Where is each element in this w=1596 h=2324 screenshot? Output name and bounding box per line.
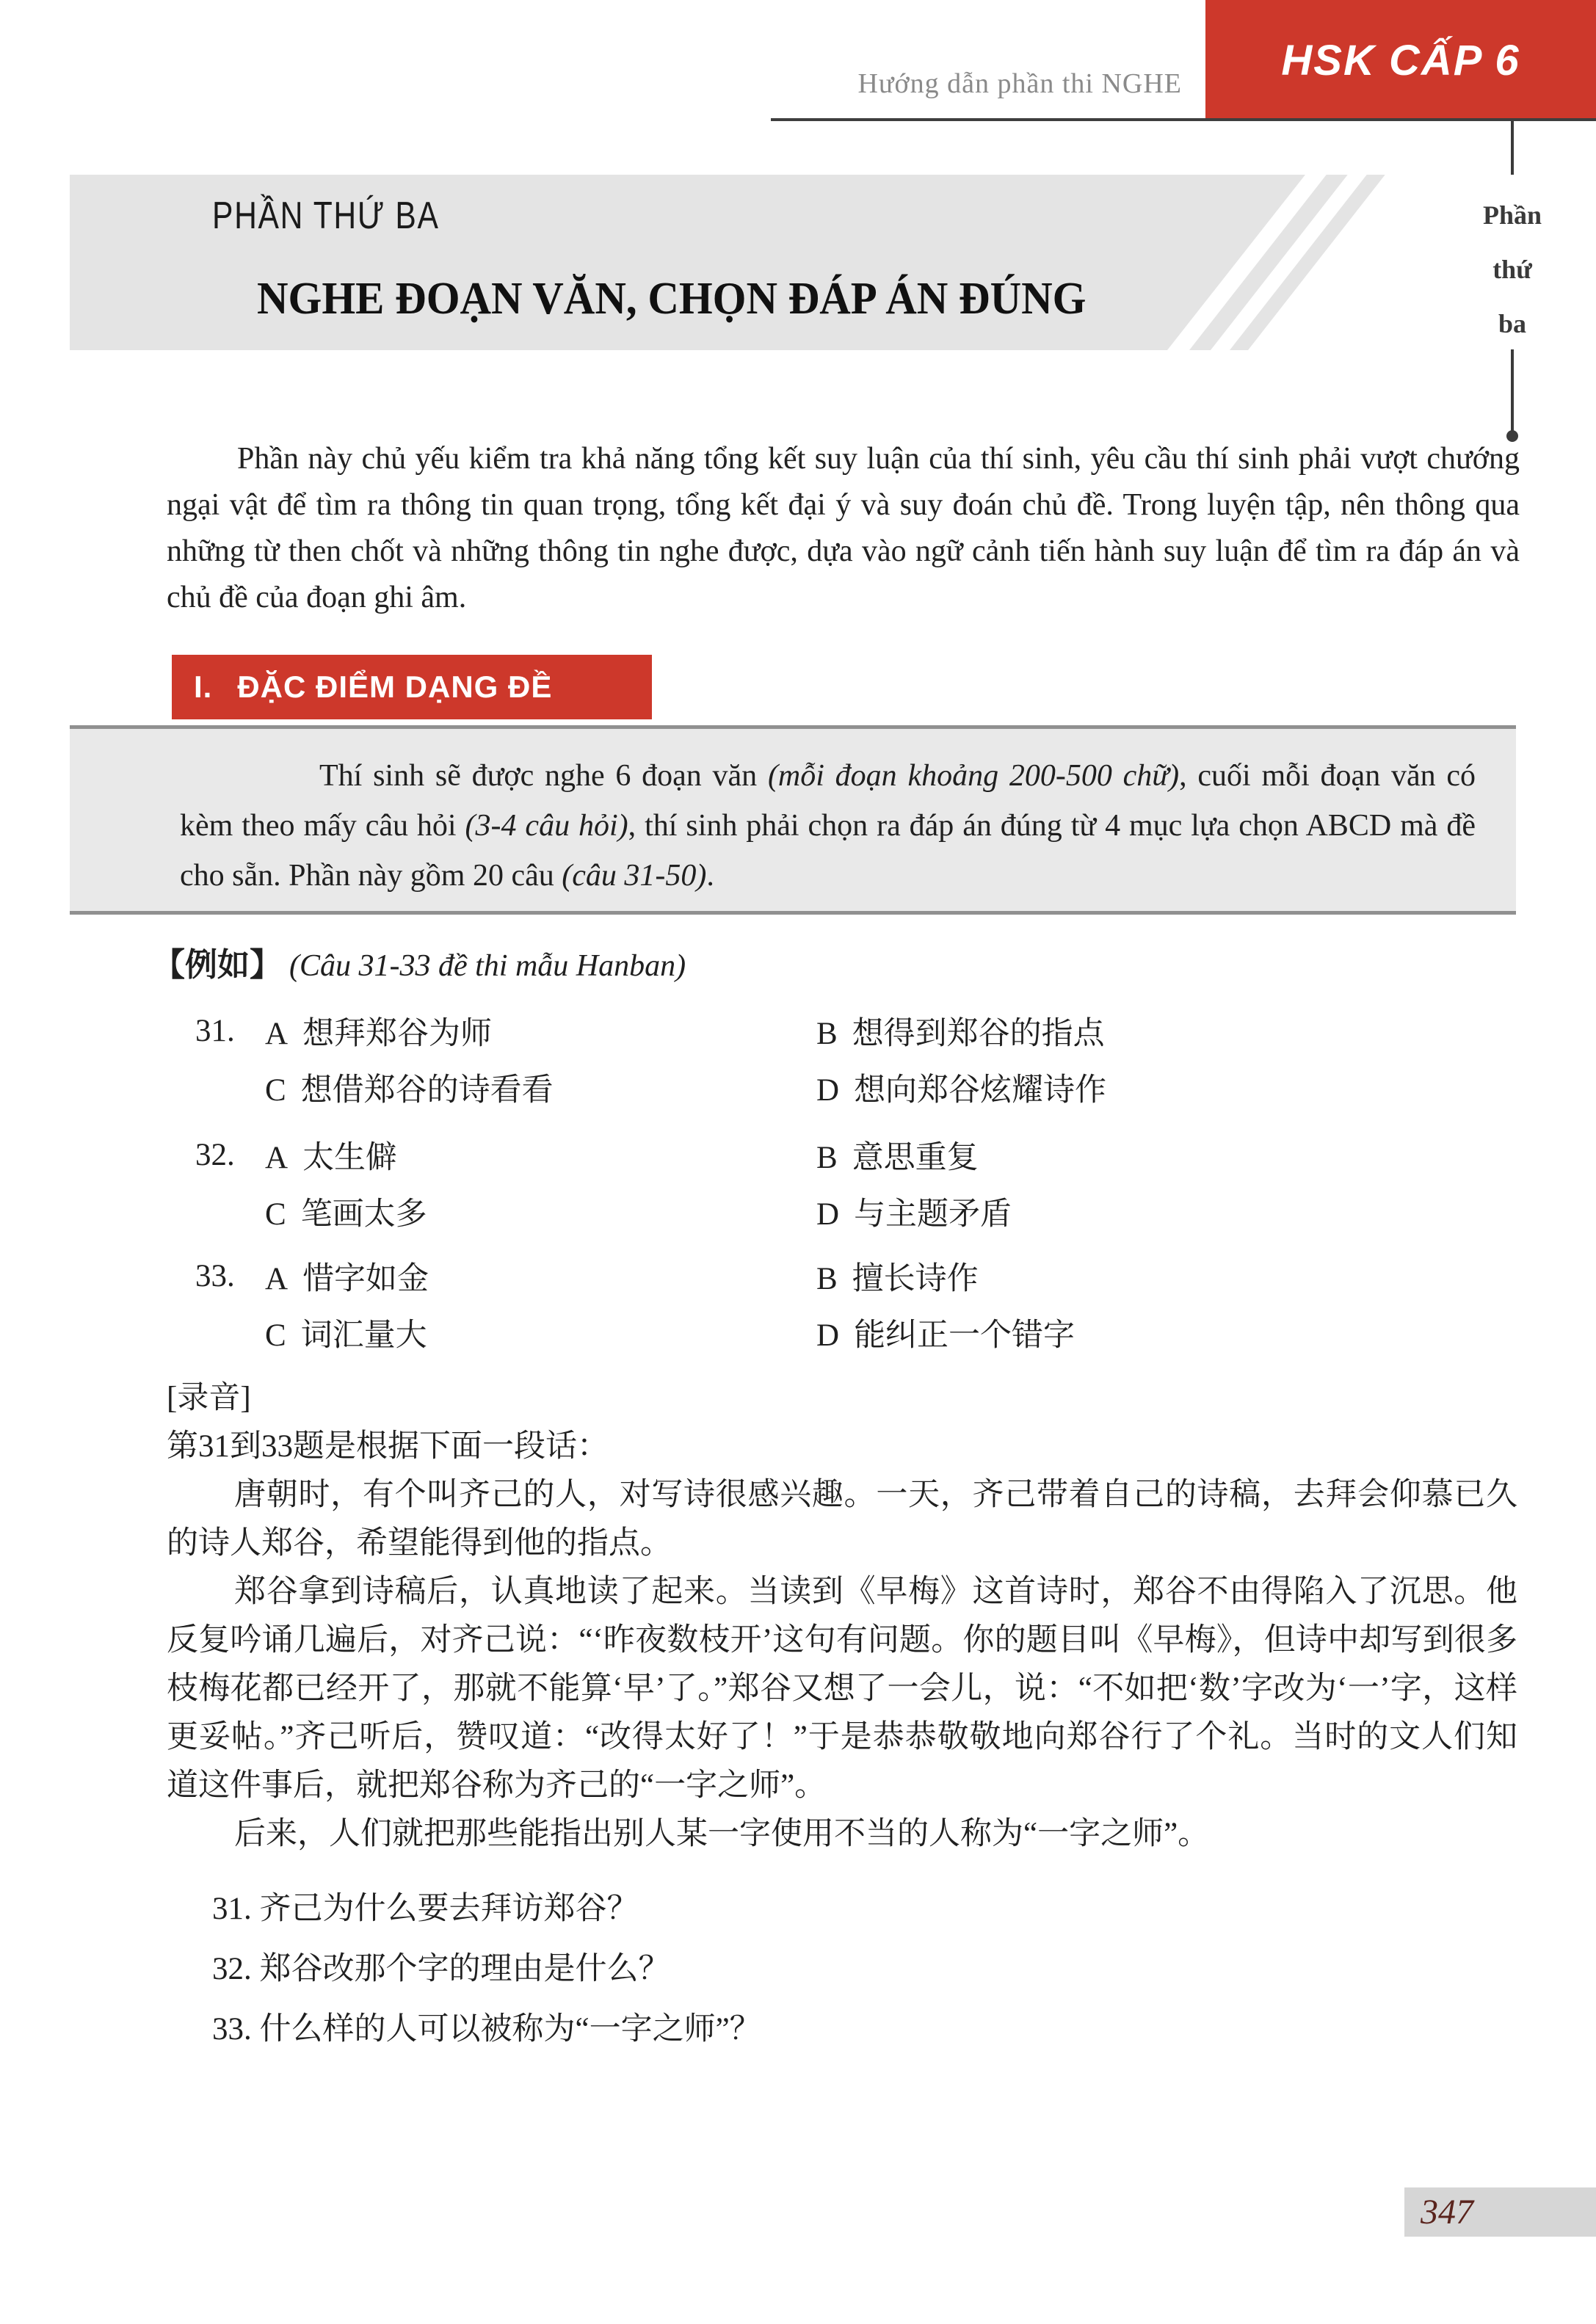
side-tab-line-top bbox=[1511, 121, 1514, 175]
option-31-b: B 想得到郑谷的指点 bbox=[816, 1017, 1105, 1051]
example-label-bracket: 【例如】 bbox=[153, 947, 282, 983]
option-33-d: D 能纠正一个错字 bbox=[816, 1318, 1076, 1353]
mcq-question-31 bbox=[195, 1003, 1517, 1116]
side-tab-word-2: thứ bbox=[1492, 255, 1532, 284]
section-description-box bbox=[70, 725, 1516, 915]
hsk-level-badge-label: HSK CẤP 6 bbox=[1281, 36, 1520, 84]
header-rule bbox=[771, 118, 1596, 121]
transcript-question-32: 32. 郑谷改那个字的理由是什么？ bbox=[212, 1952, 670, 1986]
running-header-title: Hướng dẫn phần thi NGHE bbox=[857, 68, 1182, 99]
example-label bbox=[153, 938, 686, 985]
mcq-question-32 bbox=[195, 1127, 1517, 1240]
transcript-paragraph-1: 唐朝时，有个叫齐己的人，对写诗很感兴趣。一天，齐己带着自己的诗稿，去拜会仰慕已久的诗人郑谷，希望能得到他的指点。 bbox=[167, 1478, 1517, 1561]
page-number: 347 bbox=[1421, 2193, 1473, 2232]
option-31-a: A 想拜郑谷为师 bbox=[265, 1017, 493, 1051]
transcript-paragraph-2: 郑谷拿到诗稿后，认真地读了起来。当读到《早梅》这首诗时，郑谷不由得陷入了沉思。他反复吟诵几遍后，对齐己说：“‘昨夜数枝开’这句有问题。你的题目叫《早梅》，但诗中却写到很多枝梅花都已经开了，那就不能算‘早’了。”郑谷又想了一会儿，说：“不如把‘数’字改为‘一’字，这样更妥帖。”齐己听后，赞叹道：“改得太好了！”于是恭恭敬敬地向郑谷行了个礼。当时的文人们知道这件事后，就把郑谷称为齐己的“一字之师”。 bbox=[167, 1575, 1517, 1803]
option-32-d: D 与主题矛盾 bbox=[816, 1197, 1012, 1232]
question-number: 31. bbox=[195, 1014, 235, 1048]
chapter-kicker: PHẦN THỨ BA bbox=[212, 195, 440, 237]
option-33-a: A 惜字如金 bbox=[265, 1262, 429, 1296]
question-number: 32. bbox=[195, 1138, 235, 1172]
transcript-tag: [录音] bbox=[167, 1381, 251, 1415]
option-33-c: C 词汇量大 bbox=[265, 1318, 427, 1353]
transcript-questions bbox=[167, 1885, 1517, 2054]
option-31-d: D 想向郑谷炫耀诗作 bbox=[816, 1073, 1107, 1108]
chapter-title: NGHE ĐOẠN VĂN, CHỌN ĐÁP ÁN ĐÚNG bbox=[257, 274, 1087, 324]
question-number: 33. bbox=[195, 1259, 235, 1293]
side-tab-word-3: ba bbox=[1498, 309, 1527, 338]
section-heading bbox=[172, 655, 652, 719]
side-tab-word-1: Phần bbox=[1482, 200, 1542, 230]
mcq-question-33 bbox=[195, 1248, 1517, 1361]
section-heading-numeral: I. bbox=[194, 669, 213, 704]
option-32-b: B 意思重复 bbox=[816, 1141, 979, 1175]
transcript-paragraph-3: 后来，人们就把那些能指出别人某一字使用不当的人称为“一字之师”。 bbox=[234, 1817, 1210, 1851]
side-tab-line-bottom bbox=[1511, 349, 1514, 432]
transcript-question-31: 31. 齐己为什么要去拜访郑谷？ bbox=[212, 1892, 639, 1926]
option-32-a: A 太生僻 bbox=[265, 1141, 398, 1175]
transcript-lead: 第31到33题是根据下面一段话： bbox=[167, 1429, 609, 1464]
example-label-note: (Câu 31-33 đề thi mẫu Hanban) bbox=[289, 949, 686, 983]
side-tab bbox=[1461, 200, 1564, 363]
transcript-question-33: 33. 什么样的人可以被称为“一字之师”？ bbox=[212, 2012, 761, 2047]
option-33-b: B 擅长诗作 bbox=[816, 1262, 979, 1296]
section-heading-text: ĐẶC ĐIỂM DẠNG ĐỀ bbox=[237, 669, 553, 704]
option-32-c: C 笔画太多 bbox=[265, 1197, 427, 1232]
listening-transcript bbox=[167, 1374, 1517, 2066]
hsk-level-badge bbox=[1205, 0, 1596, 120]
intro-paragraph: Phần này chủ yếu kiểm tra khả năng tổng kết suy luận của thí sinh, yêu cầu thí sinh phải vượt chướng ngại vật để tìm ra thông tin quan trọng, tổng kết đại ý và suy đoán chủ đề. Trong luyện tập, nên thông qua những từ then chốt và những thông tin nghe được, dựa vào ngữ cảnh tiến hành suy luận để tìm ra đáp án và chủ đề của đoạn ghi âm. bbox=[167, 442, 1520, 614]
section-description-text: Thí sinh sẽ được nghe 6 đoạn văn (mỗi đoạn khoảng 200-500 chữ), cuối mỗi đoạn văn có kèm theo mấy câu hỏi (3-4 câu hỏi), thí sinh phải chọn ra đáp án đúng từ 4 mục lựa chọn ABCD mà đề cho sẵn. Phần này gồm 20 câu (câu 31-50). bbox=[180, 759, 1476, 893]
option-31-c: C 想借郑谷的诗看看 bbox=[265, 1073, 554, 1108]
